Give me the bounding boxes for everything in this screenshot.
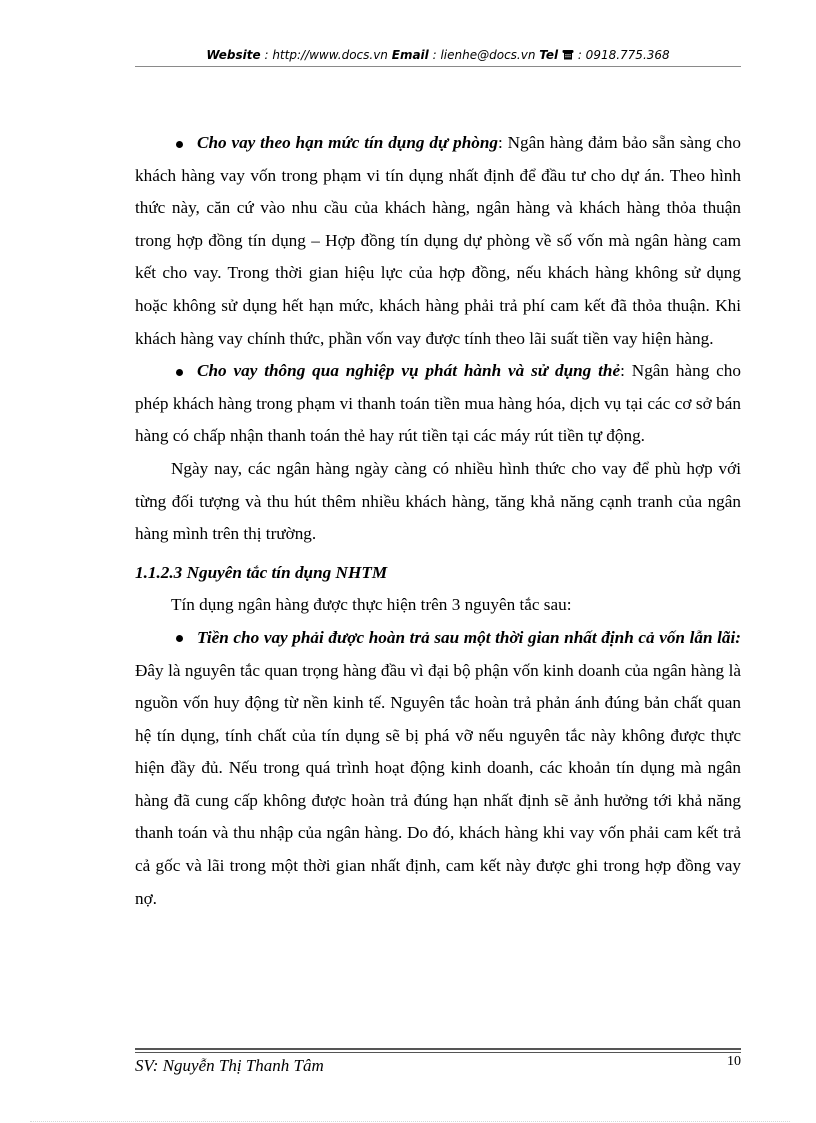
footer-divider: [135, 1048, 741, 1050]
bullet-paragraph: [135, 355, 741, 453]
bullet-icon: [135, 622, 197, 655]
tel-label: Tel: [539, 48, 559, 62]
bullet-text: Đây là nguyên tắc quan trọng hàng đầu vì đại bộ phận vốn kinh doanh của ngân hàng là nguồn vốn huy động từ nền kinh tế. Nguyên tắc hoàn trả phản ánh đúng bản chất quan hệ tín dụng, tính chất của tín dụng sẽ bị phá vỡ nếu nguyên tắc này không được thực hiện đầy đủ. Nếu trong quá trình hoạt động kinh doanh, các khoản tín dụng mà ngân hàng đã cung cấp không được hoàn trả đúng hạn nhất định sẽ ảnh hưởng tới khả năng thanh toán và thu nhập của ngân hàng. Do đó, khách hàng khi vay vốn phải cam kết trả cả gốc và lãi trong một thời gian nhất định, cam kết này được ghi trong hợp đồng vay nợ.: [135, 660, 741, 908]
bullet-title: Tiền cho vay phải được hoàn trả sau một thời gian nhất định cả vốn lẫn lãi:: [197, 627, 741, 647]
document-body: [135, 127, 741, 915]
email-label: Email: [391, 48, 429, 62]
bullet-paragraph: [135, 622, 741, 915]
footer-divider: [135, 1052, 741, 1053]
header-divider: [135, 66, 741, 67]
website-link[interactable]: : http://www.docs.vn: [264, 48, 388, 62]
phone-icon: [562, 48, 578, 62]
page-number: 10: [727, 1054, 741, 1069]
section-heading: 1.1.2.3 Nguyên tắc tín dụng NHTM: [135, 562, 388, 582]
page-header: [135, 47, 741, 63]
body-paragraph: Tín dụng ngân hàng được thực hiện trên 3 nguyên tắc sau:: [171, 595, 572, 615]
student-name: SV: Nguyễn Thị Thanh Tâm: [135, 1056, 324, 1075]
bullet-icon: [135, 127, 197, 160]
website-label: Website: [206, 48, 261, 62]
body-paragraph: Ngày nay, các ngân hàng ngày càng có nhiều hình thức cho vay để phù hợp với từng đối tượng và thu hút thêm nhiều khách hàng, tăng khả năng cạnh tranh của ngân hàng mình trên thị trường.: [135, 458, 741, 544]
page-bottom-border: [30, 1121, 790, 1122]
bullet-paragraph: [135, 127, 741, 355]
tel-value: : 0918.775.368: [577, 48, 670, 62]
bullet-text: : Ngân hàng đảm bảo sẵn sàng cho khách hàng vay vốn trong phạm vi tín dụng nhất định để đầu tư cho dự án. Theo hình thức này, căn cứ vào nhu cầu của khách hàng, ngân hàng và khách hàng thỏa thuận trong hợp đồng tín dụng – Hợp đồng tín dụng dự phòng về số vốn mà ngân hàng cam kết cho vay. Trong thời gian hiệu lực của hợp đồng, nếu khách hàng không sử dụng hoặc không sử dụng hết hạn mức, khách hàng phải trả phí cam kết đã thỏa thuận. Khi khách hàng vay chính thức, phần vốn vay được tính theo lãi suất tiền vay hiện hàng.: [135, 133, 741, 348]
bullet-title: Cho vay thông qua nghiệp vụ phát hành và sử dụng thẻ: [197, 361, 621, 381]
bullet-text: : Ngân hàng cho phép khách hàng trong phạm vi thanh toán tiền mua hàng hóa, dịch vụ tại các cơ sở bán hàng có chấp nhận thanh toán thẻ hay rút tiền tại các máy rút tiền tự động.: [135, 361, 741, 446]
bullet-title: Cho vay theo hạn mức tín dụng dự phòng: [197, 133, 499, 152]
email-link[interactable]: : lienhe@docs.vn: [432, 48, 536, 62]
bullet-icon: [135, 355, 197, 388]
